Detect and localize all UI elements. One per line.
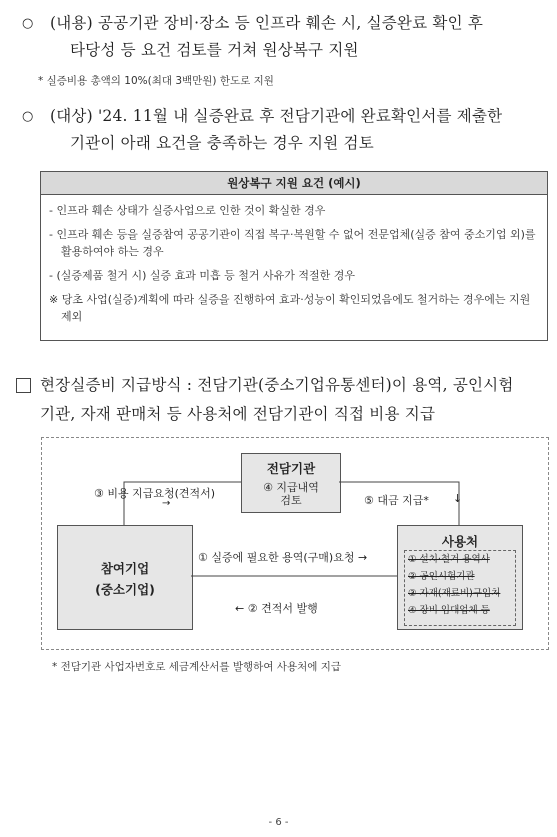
content-bullet	[22, 10, 542, 64]
agency-sub1: ④ 지급내역	[263, 481, 319, 494]
requirements-list	[41, 195, 547, 325]
requirements-title: 원상복구 지원 요건 (예시)	[41, 172, 547, 195]
user-item: ③ 자재(재료비)구입처	[408, 588, 501, 599]
circle-bullet-icon: ○	[22, 16, 34, 31]
target-line-2: 기관이 아래 요건을 충족하는 경우 지원 검토	[70, 134, 374, 152]
company-line-2: (중소기업)	[95, 582, 155, 597]
requirement-item: - 인프라 훼손 등을 실증참여 공공기관이 직접 복구·복원할 수 없어 전문업체(실증 참여 중소기업 외)를 활용하여야 하는 경우	[49, 228, 536, 258]
target-line-1: (대상) '24. 11월 내 실증완료 후 전담기관에 완료확인서를 제출한	[50, 107, 503, 125]
square-bullet-icon	[16, 378, 31, 393]
company-line-1: 참여기업	[100, 561, 150, 576]
agency-sub2: 검토	[280, 494, 302, 507]
content-line-2: 타당성 등 요건 검토를 거쳐 원상복구 지원	[70, 41, 359, 59]
user-item: ④ 장비 임대업체 등	[408, 605, 490, 616]
payment-method-bullet	[16, 371, 546, 429]
requirement-item: - (실증제품 철거 시) 실증 효과 미흡 등 철거 사유가 적절한 경우	[49, 269, 356, 282]
user-title: 사용처	[441, 534, 479, 549]
user-item: ② 공인시험기관	[408, 571, 475, 582]
page-number: - 6 -	[268, 817, 289, 828]
order-label: ① 실증에 필요한 용역(구매)요청 →	[198, 551, 368, 564]
user-item: ① 설치·철거 용역사	[408, 554, 490, 565]
payment-arrow-icon: ↓	[453, 492, 463, 505]
payment-line-1: 현장실증비 지급방식 : 전담기관(중소기업유통센터)이 용역, 공인시험	[40, 376, 514, 394]
requirement-item: ※ 당초 사업(실증)계획에 따라 실증을 진행하여 효과·성능이 확인되었음에도 철거하는 경우에는 지원 제외	[49, 293, 531, 323]
circle-bullet-icon: ○	[22, 109, 34, 124]
agency-title: 전담기관	[266, 461, 316, 476]
request-arrow-icon: →	[162, 498, 171, 509]
request-label: ③ 비용 지급요청(견적서)	[94, 487, 216, 500]
diagram-footnote: * 전담기관 사업자번호로 세금계산서를 발행하여 사용처에 지급	[52, 661, 341, 673]
quote-label: ← ② 견적서 발행	[235, 602, 318, 615]
support-limit-note: * 실증비용 총액의 10%(최대 3백만원) 한도로 지원	[38, 75, 274, 87]
requirement-item: - 인프라 훼손 상태가 실증사업으로 인한 것이 확실한 경우	[49, 204, 326, 217]
requirements-box	[40, 171, 548, 341]
payment-flow-diagram	[41, 437, 549, 650]
content-line-1: (내용) 공공기관 장비·장소 등 인프라 훼손 시, 실증완료 확인 후	[50, 14, 484, 32]
payment-line-2: 기관, 자재 판매처 등 사용처에 전담기관이 직접 비용 지급	[40, 405, 436, 423]
payment-label: ⑤ 대금 지급*	[364, 494, 429, 507]
target-bullet	[22, 103, 542, 157]
